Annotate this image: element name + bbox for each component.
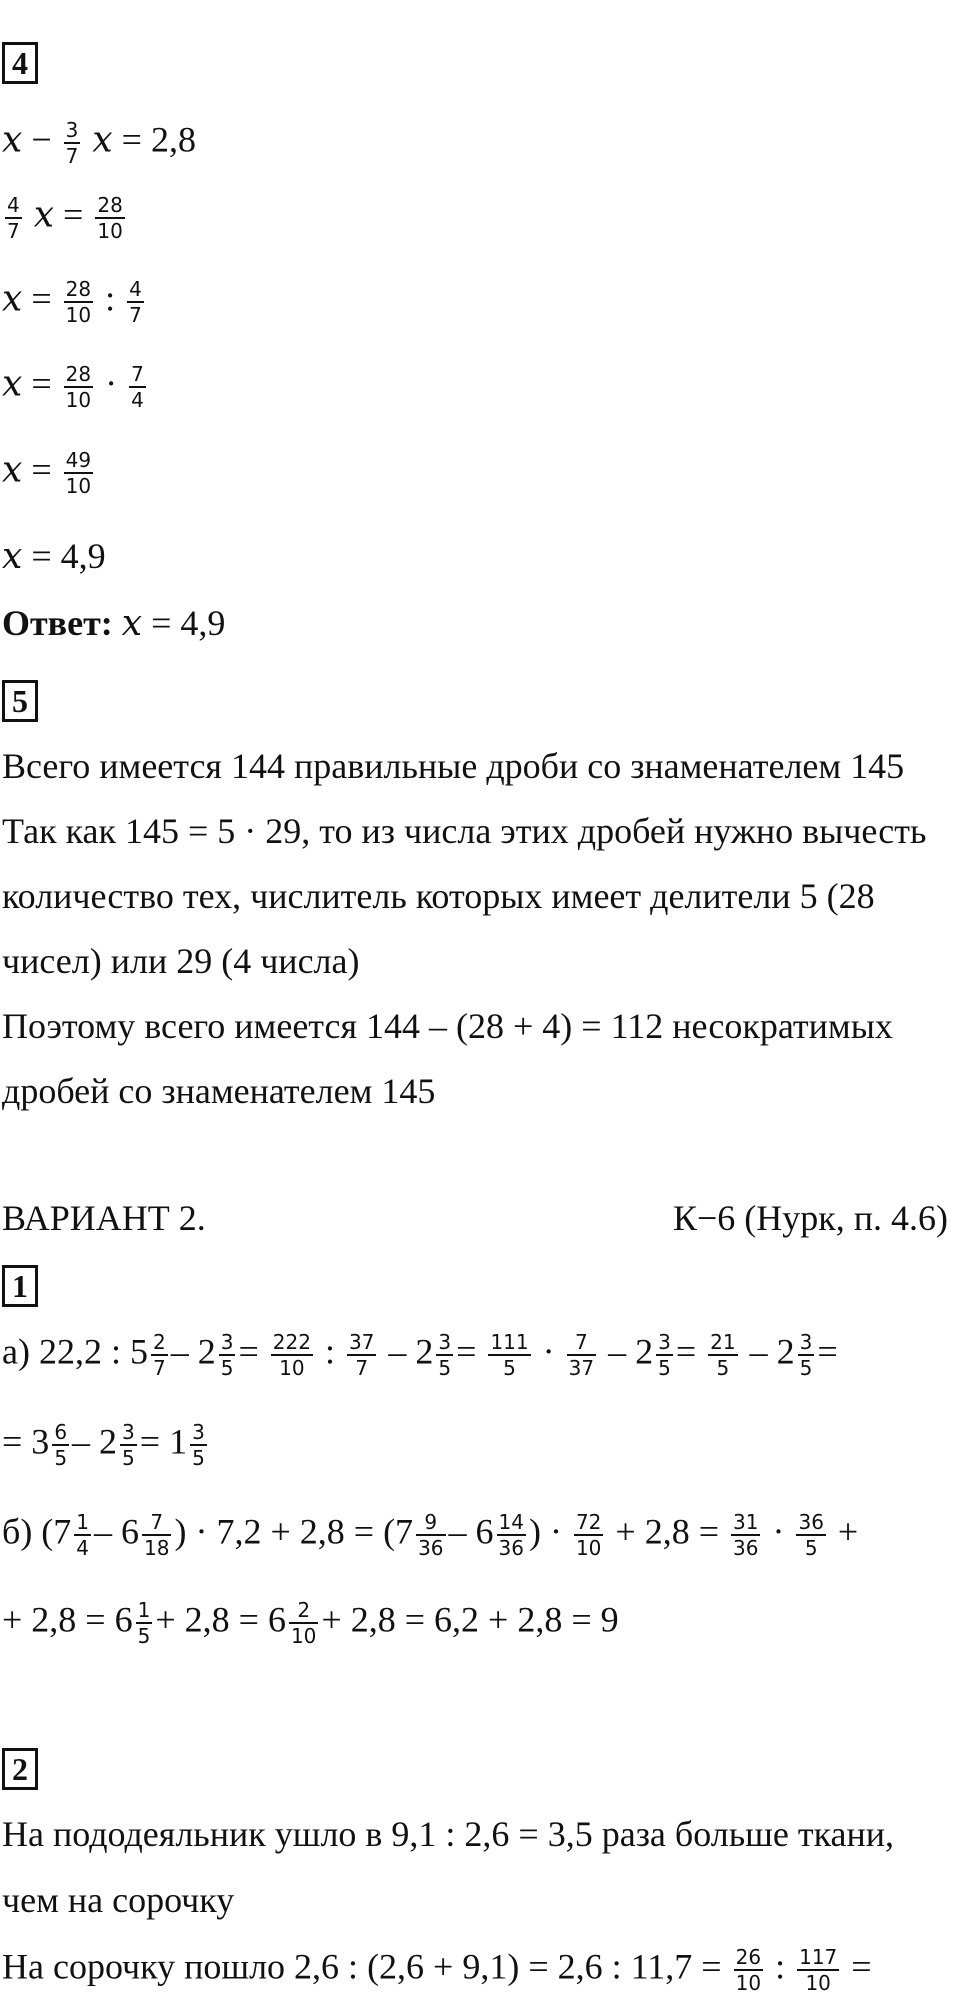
task-number-box: 2 [2, 1748, 38, 1790]
answer-value: x = 4,9 [121, 603, 226, 644]
task-number-box: 4 [2, 42, 38, 84]
task4-header [2, 42, 38, 84]
variant-title: ВАРИАНТ 2. [2, 1198, 206, 1238]
task5-line-6: дробей со знаменателем 145 [2, 1071, 436, 1111]
task5-line-4: чисел) или 29 (4 числа) [2, 941, 360, 981]
answer-label: Ответ: [2, 603, 113, 643]
v2task1-a-line-1: а) 22,2 : 5 $\frac{2}{7}$ – 2 $\frac{3}{5}$ = $\frac{222}{10}$ : $\frac{37}{7}$ – 2 $\frac{3}{5}$ = $\frac{111}{5}$ · $\frac{7}{37}$ – 2 $\frac{3}{5}$ = $\frac{21}{5}$ – 2 $\frac{3}{5}$ = [2, 1330, 838, 1380]
task5-line-2: Так как 145 = 5 · 29, то из числа этих дробей нужно вычесть [2, 811, 927, 851]
task5-line-3: количество тех, числитель которых имеет делители 5 (28 [2, 876, 875, 916]
task-number-box: 1 [2, 1265, 38, 1307]
v2task1-b-line-2: + 2,8 = 6 $\frac{1}{5}$ + 2,8 = 6 $\frac{2}{10}$ + 2,8 = 6,2 + 2,8 = 9 [2, 1598, 619, 1648]
task4-step-6: x = 4,9 [2, 536, 106, 577]
v2task2-line-2: чем на сорочку [2, 1880, 235, 1920]
task5-line-5: Поэтому всего имеется 144 – (28 + 4) = 112 несократимых [2, 1006, 893, 1046]
v2task1-b-line-1: б) (7 $\frac{1}{4}$ – 6 $\frac{7}{18}$ ) · 7,2 + 2,8 = (7 $\frac{9}{36}$ – 6 $\frac{14}{36}$ ) · $\frac{72}{10}$ + 2,8 = $\frac{31}{36}$ · $\frac{36}{5}$ + [2, 1510, 859, 1560]
task4-step-4: x = $\frac{28}{10}$ · $\frac{7}{4}$ [2, 362, 144, 412]
task4-step-1: x − $\frac{3}{7}$ x = 2,8 [2, 118, 196, 168]
task4-answer [2, 605, 225, 642]
task-number-box: 5 [2, 680, 38, 722]
v2task1-header [2, 1265, 38, 1307]
variant-reference: К−6 (Нурк, п. 4.6) [672, 1198, 948, 1238]
task4-step-3: x = $\frac{28}{10}$ : $\frac{4}{7}$ [2, 277, 142, 327]
v2task2-header [2, 1748, 38, 1790]
task5-header [2, 680, 38, 722]
task4-step-5: x = $\frac{49}{10}$ [2, 448, 92, 498]
task5-line-1: Всего имеется 144 правильные дроби со знаменателем 145 [2, 746, 905, 786]
v2task2-line-1: На пододеяльник ушло в 9,1 : 2,6 = 3,5 раза больше ткани, [2, 1814, 895, 1854]
task4-step-2: $\frac{4}{7}$ x = $\frac{28}{10}$ [7, 193, 123, 243]
v2task2-line-3: На сорочку пошло 2,6 : (2,6 + 9,1) = 2,6 : 11,7 = $\frac{26}{10}$ : $\frac{117}{10}$ = [2, 1945, 872, 1995]
v2task1-a-line-2: = 3 $\frac{6}{5}$ – 2 $\frac{3}{5}$ = 1 $\frac{3}{5}$ [2, 1420, 205, 1470]
